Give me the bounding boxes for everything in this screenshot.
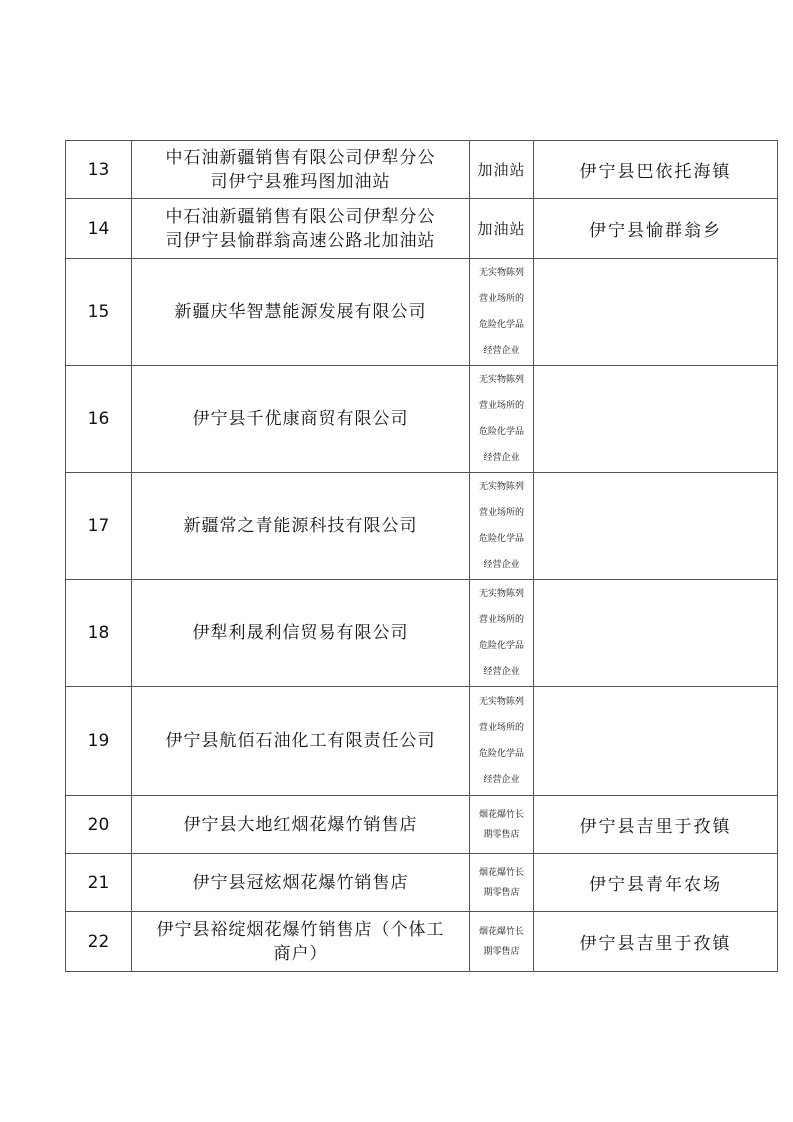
type-line: 经营企业 — [483, 560, 520, 570]
business-type — [470, 141, 534, 199]
row-number: 13 — [66, 141, 132, 199]
business-type — [470, 366, 534, 473]
type-line: 烟花爆竹长 — [478, 926, 524, 937]
type-line: 无实物陈列 — [478, 589, 524, 599]
enterprise-name — [132, 580, 470, 687]
type-line: 营业场所的 — [478, 723, 524, 733]
enterprise-name — [132, 687, 470, 796]
location: 伊宁县青年农场 — [534, 854, 778, 912]
enterprise-table — [65, 140, 778, 972]
table-row — [66, 366, 778, 473]
business-type — [470, 473, 534, 580]
name-line: 司伊宁县愉群翁高速公路北加油站 — [165, 230, 436, 251]
enterprise-name — [132, 366, 470, 473]
name-line: 伊宁县千优康商贸有限公司 — [192, 409, 409, 429]
location — [534, 687, 778, 796]
row-number: 20 — [66, 796, 132, 854]
location — [534, 366, 778, 473]
name-line: 中石油新疆销售有限公司伊犁分公 — [165, 206, 436, 227]
type-line: 期零售店 — [483, 946, 520, 957]
type-line: 无实物陈列 — [478, 268, 524, 278]
type-line: 营业场所的 — [478, 401, 524, 411]
type-line: 经营企业 — [483, 453, 520, 463]
location — [534, 580, 778, 687]
type-line: 期零售店 — [483, 829, 520, 840]
name-line: 伊犁利晟利信贸易有限公司 — [192, 623, 409, 643]
enterprise-name — [132, 473, 470, 580]
name-line: 商户） — [273, 943, 328, 964]
enterprise-name — [132, 141, 470, 199]
business-type — [470, 199, 534, 259]
type-line: 营业场所的 — [478, 615, 524, 625]
enterprise-name — [132, 854, 470, 912]
location — [534, 473, 778, 580]
business-type — [470, 796, 534, 854]
name-line: 伊宁县大地红烟花爆竹销售店 — [183, 814, 418, 835]
type-line: 期零售店 — [483, 887, 520, 898]
name-line: 伊宁县航佰石油化工有限责任公司 — [165, 731, 436, 751]
location — [534, 259, 778, 366]
type-line: 危险化学品 — [478, 749, 524, 759]
business-type — [470, 687, 534, 796]
location: 伊宁县愉群翁乡 — [534, 199, 778, 259]
name-line: 中石油新疆销售有限公司伊犁分公 — [165, 147, 436, 168]
type-line: 营业场所的 — [478, 294, 524, 304]
type-line: 危险化学品 — [478, 427, 524, 437]
table-row — [66, 912, 778, 972]
location: 伊宁县巴依托海镇 — [534, 141, 778, 199]
enterprise-name — [132, 259, 470, 366]
table-row — [66, 854, 778, 912]
row-number: 22 — [66, 912, 132, 972]
business-type — [470, 580, 534, 687]
location: 伊宁县吉里于孜镇 — [534, 912, 778, 972]
table-row — [66, 141, 778, 199]
type-line: 加油站 — [477, 160, 526, 179]
name-line: 伊宁县裕绽烟花爆竹销售店（个体工 — [156, 919, 445, 940]
row-number: 17 — [66, 473, 132, 580]
row-number: 16 — [66, 366, 132, 473]
name-line: 新疆庆华智慧能源发展有限公司 — [174, 302, 427, 322]
table-row — [66, 259, 778, 366]
table-row — [66, 580, 778, 687]
type-line: 营业场所的 — [478, 508, 524, 518]
type-line: 无实物陈列 — [478, 697, 524, 707]
location: 伊宁县吉里于孜镇 — [534, 796, 778, 854]
name-line: 伊宁县冠炫烟花爆竹销售店 — [192, 872, 409, 893]
type-line: 无实物陈列 — [478, 375, 524, 385]
row-number: 18 — [66, 580, 132, 687]
name-line: 新疆常之青能源科技有限公司 — [183, 516, 418, 536]
business-type — [470, 854, 534, 912]
type-line: 烟花爆竹长 — [478, 867, 524, 878]
table-row — [66, 796, 778, 854]
type-line: 危险化学品 — [478, 534, 524, 544]
row-number: 21 — [66, 854, 132, 912]
type-line: 危险化学品 — [478, 641, 524, 651]
table-row — [66, 687, 778, 796]
enterprise-name — [132, 199, 470, 259]
table-row — [66, 473, 778, 580]
enterprise-name — [132, 796, 470, 854]
type-line: 经营企业 — [483, 667, 520, 677]
row-number: 14 — [66, 199, 132, 259]
type-line: 无实物陈列 — [478, 482, 524, 492]
row-number: 19 — [66, 687, 132, 796]
type-line: 危险化学品 — [478, 320, 524, 330]
type-line: 经营企业 — [483, 346, 520, 356]
row-number: 15 — [66, 259, 132, 366]
type-line: 经营企业 — [483, 775, 520, 785]
table-row — [66, 199, 778, 259]
name-line: 司伊宁县雅玛图加油站 — [210, 171, 391, 192]
enterprise-name — [132, 912, 470, 972]
type-line: 烟花爆竹长 — [478, 809, 524, 820]
business-type — [470, 912, 534, 972]
business-type — [470, 259, 534, 366]
type-line: 加油站 — [477, 219, 526, 238]
